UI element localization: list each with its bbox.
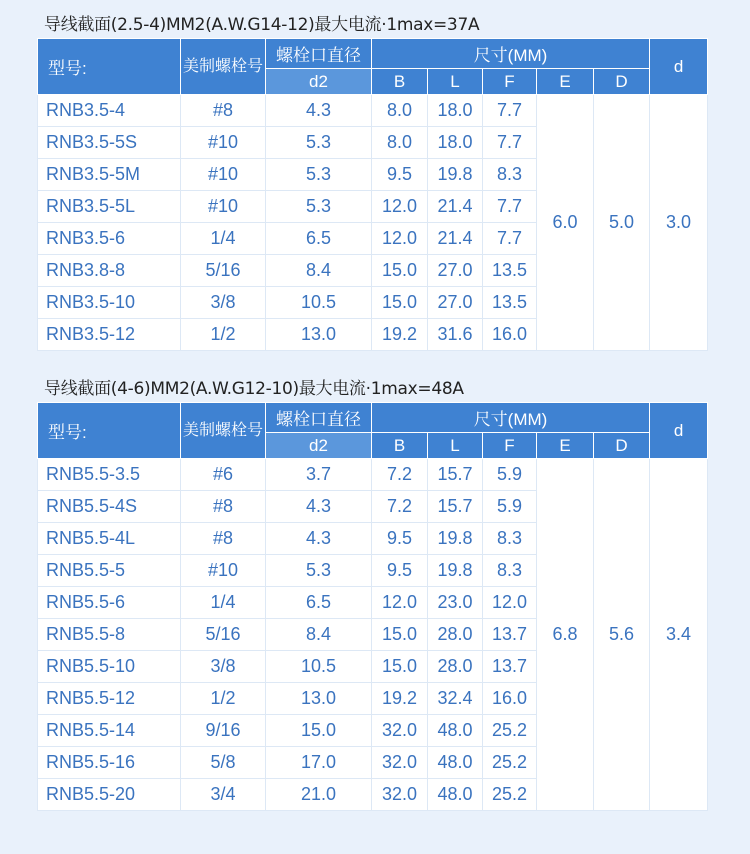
bolt-cell: 9/16 (181, 715, 266, 747)
f-cell: 16.0 (483, 319, 537, 351)
d2-cell: 5.3 (266, 127, 372, 159)
f-cell: 5.9 (483, 491, 537, 523)
l-cell: 19.8 (428, 555, 483, 587)
model-cell: RNB3.5-5S (38, 127, 181, 159)
b-cell: 7.2 (372, 459, 428, 491)
f-cell: 7.7 (483, 191, 537, 223)
b-cell: 19.2 (372, 319, 428, 351)
l-cell: 48.0 (428, 747, 483, 779)
model-cell: RNB3.5-4 (38, 95, 181, 127)
l-cell: 19.8 (428, 159, 483, 191)
f-cell: 12.0 (483, 587, 537, 619)
l-cell: 27.0 (428, 255, 483, 287)
f-cell: 7.7 (483, 223, 537, 255)
d2-cell: 8.4 (266, 619, 372, 651)
f-cell: 25.2 (483, 715, 537, 747)
b-cell: 12.0 (372, 191, 428, 223)
b-cell: 12.0 (372, 223, 428, 255)
b-cell: 9.5 (372, 523, 428, 555)
table-1-title: 导线截面(2.5-4)MM2(A.W.G14-12)最大电流·1max=37A (44, 15, 480, 35)
b-cell: 32.0 (372, 779, 428, 811)
bolt-cell: 3/8 (181, 651, 266, 683)
d2-cell: 4.3 (266, 491, 372, 523)
header-size: 尺寸(MM) (372, 403, 650, 433)
b-cell: 15.0 (372, 287, 428, 319)
d-upper-cell: 5.0 (594, 95, 650, 351)
bolt-cell: 5/16 (181, 619, 266, 651)
d2-cell: 21.0 (266, 779, 372, 811)
header-E: E (537, 433, 594, 459)
f-cell: 7.7 (483, 95, 537, 127)
model-cell: RNB3.5-12 (38, 319, 181, 351)
model-cell: RNB5.5-20 (38, 779, 181, 811)
l-cell: 19.8 (428, 523, 483, 555)
l-cell: 48.0 (428, 715, 483, 747)
bolt-cell: #8 (181, 95, 266, 127)
model-cell: RNB5.5-6 (38, 587, 181, 619)
header-d: d (650, 403, 708, 459)
l-cell: 18.0 (428, 127, 483, 159)
b-cell: 12.0 (372, 587, 428, 619)
bolt-cell: #10 (181, 159, 266, 191)
d2-cell: 4.3 (266, 523, 372, 555)
l-cell: 18.0 (428, 95, 483, 127)
model-cell: RNB5.5-8 (38, 619, 181, 651)
header-F: F (483, 433, 537, 459)
f-cell: 25.2 (483, 779, 537, 811)
header-d: d (650, 39, 708, 95)
header-B: B (372, 69, 428, 95)
header-bore: 螺栓口直径 (266, 403, 372, 433)
header-d2: d2 (266, 433, 372, 459)
header-bolt: 美制螺栓号 (181, 39, 266, 95)
bolt-cell: #10 (181, 191, 266, 223)
model-cell: RNB5.5-12 (38, 683, 181, 715)
b-cell: 15.0 (372, 651, 428, 683)
header-model: 型号: (38, 39, 181, 95)
f-cell: 8.3 (483, 555, 537, 587)
d2-cell: 15.0 (266, 715, 372, 747)
d2-cell: 3.7 (266, 459, 372, 491)
l-cell: 21.4 (428, 223, 483, 255)
d2-cell: 6.5 (266, 223, 372, 255)
f-cell: 8.3 (483, 523, 537, 555)
bolt-cell: 5/8 (181, 747, 266, 779)
b-cell: 15.0 (372, 619, 428, 651)
bolt-cell: #8 (181, 491, 266, 523)
l-cell: 31.6 (428, 319, 483, 351)
model-cell: RNB5.5-5 (38, 555, 181, 587)
bolt-cell: 3/8 (181, 287, 266, 319)
header-d2: d2 (266, 69, 372, 95)
d2-cell: 13.0 (266, 319, 372, 351)
d-lower-cell: 3.0 (650, 95, 708, 351)
b-cell: 8.0 (372, 95, 428, 127)
d2-cell: 17.0 (266, 747, 372, 779)
model-cell: RNB3.5-10 (38, 287, 181, 319)
bolt-cell: #8 (181, 523, 266, 555)
bolt-cell: 3/4 (181, 779, 266, 811)
b-cell: 9.5 (372, 555, 428, 587)
spec-table-1 (37, 38, 708, 351)
d-upper-cell: 5.6 (594, 459, 650, 811)
table-2-title: 导线截面(4-6)MM2(A.W.G12-10)最大电流·1max=48A (44, 379, 464, 399)
d2-cell: 10.5 (266, 287, 372, 319)
bolt-cell: 5/16 (181, 255, 266, 287)
l-cell: 28.0 (428, 651, 483, 683)
f-cell: 13.7 (483, 651, 537, 683)
d2-cell: 6.5 (266, 587, 372, 619)
spec-table-2 (37, 402, 708, 811)
header-bolt: 美制螺栓号 (181, 403, 266, 459)
f-cell: 25.2 (483, 747, 537, 779)
model-cell: RNB3.5-5M (38, 159, 181, 191)
model-cell: RNB5.5-3.5 (38, 459, 181, 491)
l-cell: 23.0 (428, 587, 483, 619)
d-lower-cell: 3.4 (650, 459, 708, 811)
f-cell: 13.5 (483, 255, 537, 287)
e-cell: 6.0 (537, 95, 594, 351)
model-cell: RNB5.5-10 (38, 651, 181, 683)
model-cell: RNB5.5-14 (38, 715, 181, 747)
d2-cell: 5.3 (266, 159, 372, 191)
l-cell: 15.7 (428, 491, 483, 523)
f-cell: 7.7 (483, 127, 537, 159)
b-cell: 7.2 (372, 491, 428, 523)
b-cell: 9.5 (372, 159, 428, 191)
f-cell: 16.0 (483, 683, 537, 715)
header-L: L (428, 69, 483, 95)
header-model: 型号: (38, 403, 181, 459)
model-cell: RNB3.8-8 (38, 255, 181, 287)
model-cell: RNB5.5-16 (38, 747, 181, 779)
header-D: D (594, 433, 650, 459)
spec-table-2-wrapper (37, 402, 707, 811)
model-cell: RNB3.5-6 (38, 223, 181, 255)
f-cell: 13.7 (483, 619, 537, 651)
l-cell: 32.4 (428, 683, 483, 715)
bolt-cell: 1/2 (181, 683, 266, 715)
d2-cell: 13.0 (266, 683, 372, 715)
header-F: F (483, 69, 537, 95)
header-size: 尺寸(MM) (372, 39, 650, 69)
l-cell: 48.0 (428, 779, 483, 811)
table-row (38, 95, 708, 127)
header-E: E (537, 69, 594, 95)
d2-cell: 5.3 (266, 555, 372, 587)
header-bore: 螺栓口直径 (266, 39, 372, 69)
f-cell: 8.3 (483, 159, 537, 191)
b-cell: 8.0 (372, 127, 428, 159)
header-L: L (428, 433, 483, 459)
bolt-cell: #6 (181, 459, 266, 491)
d2-cell: 4.3 (266, 95, 372, 127)
header-B: B (372, 433, 428, 459)
f-cell: 5.9 (483, 459, 537, 491)
b-cell: 15.0 (372, 255, 428, 287)
bolt-cell: 1/4 (181, 223, 266, 255)
bolt-cell: 1/2 (181, 319, 266, 351)
d2-cell: 8.4 (266, 255, 372, 287)
l-cell: 21.4 (428, 191, 483, 223)
b-cell: 19.2 (372, 683, 428, 715)
e-cell: 6.8 (537, 459, 594, 811)
d2-cell: 5.3 (266, 191, 372, 223)
table-row (38, 459, 708, 491)
d2-cell: 10.5 (266, 651, 372, 683)
header-D: D (594, 69, 650, 95)
f-cell: 13.5 (483, 287, 537, 319)
b-cell: 32.0 (372, 747, 428, 779)
model-cell: RNB3.5-5L (38, 191, 181, 223)
b-cell: 32.0 (372, 715, 428, 747)
bolt-cell: #10 (181, 555, 266, 587)
model-cell: RNB5.5-4S (38, 491, 181, 523)
l-cell: 28.0 (428, 619, 483, 651)
l-cell: 27.0 (428, 287, 483, 319)
model-cell: RNB5.5-4L (38, 523, 181, 555)
l-cell: 15.7 (428, 459, 483, 491)
bolt-cell: 1/4 (181, 587, 266, 619)
spec-table-1-wrapper (37, 38, 707, 351)
bolt-cell: #10 (181, 127, 266, 159)
